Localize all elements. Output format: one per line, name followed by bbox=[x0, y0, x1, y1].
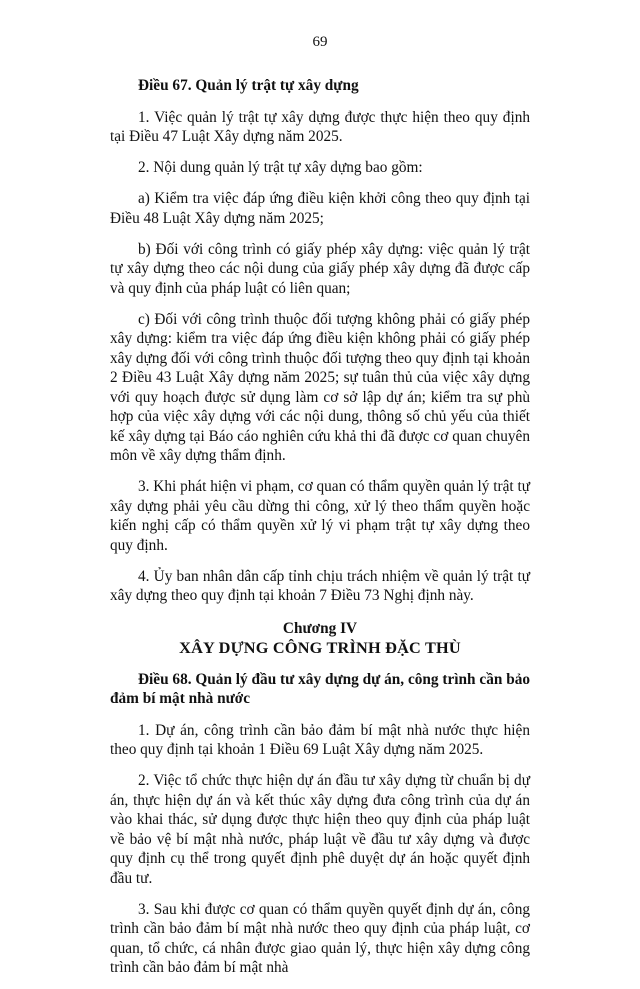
page-number: 69 bbox=[312, 34, 328, 50]
article-67-paragraph: b) Đối với công trình có giấy phép xây dựng: việc quản lý trật tự xây dựng theo các nội dung của giấy phép xây dựng đã được cấp và quy định của pháp luật có liên quan; bbox=[110, 240, 530, 297]
article-68-paragraph: 2. Việc tổ chức thực hiện dự án đầu tư xây dựng từ chuẩn bị dự án, thực hiện dự án và kết thúc xây dựng đưa công trình của dự án vào khai thác, sử dụng được thực hiện theo quy định của pháp luật về bảo vệ bí mật nhà nước, pháp luật về đầu tư xây dựng và được quy định cụ thể trong quyết định phê duyệt dự án hoặc quyết định đầu tư. bbox=[110, 772, 530, 887]
article-67-paragraph: 4. Ủy ban nhân dân cấp tỉnh chịu trách nhiệm về quản lý trật tự xây dựng theo quy định tại khoản 7 Điều 73 Nghị định này. bbox=[110, 567, 530, 604]
article-67-paragraph: c) Đối với công trình thuộc đối tượng không phải có giấy phép xây dựng: kiểm tra việc đáp ứng điều kiện không phải có giấy phép xây dựng đối với công trình thuộc đối tượng theo quy định tại khoản 2 Điều 43 Luật Xây dựng năm 2025; sự tuân thủ của việc xây dựng với quy hoạch được sử dụng làm cơ sở lập dự án; kiểm tra sự phù hợp của việc xây dựng với các nội dung, thông số chủ yếu của thiết kế xây dựng tại Báo cáo nghiên cứu khả thi đã được cơ quan chuyên môn về xây dựng thẩm định. bbox=[110, 310, 530, 464]
document-body bbox=[110, 76, 530, 989]
article-67-paragraph: 2. Nội dung quản lý trật tự xây dựng bao gồm: bbox=[138, 159, 423, 176]
article-68-paragraph: 3. Sau khi được cơ quan có thẩm quyền quyết định dự án, công trình cần bảo đảm bí mật nhà nước theo quy định của pháp luật, cơ quan, tổ chức, cá nhân được giao quản lý, thực hiện xây dựng công trình cần bảo đảm bí mật nhà bbox=[110, 900, 530, 976]
chapter-title: XÂY DỰNG CÔNG TRÌNH ĐẶC THÙ bbox=[179, 638, 461, 657]
article-68-heading: Điều 68. Quản lý đầu tư xây dựng dự án, công trình cần bảo đảm bí mật nhà nước bbox=[110, 670, 530, 707]
chapter-label: Chương IV bbox=[282, 619, 358, 637]
article-67-heading: Điều 67. Quản lý trật tự xây dựng bbox=[138, 77, 359, 94]
article-67-paragraph: 1. Việc quản lý trật tự xây dựng được thực hiện theo quy định tại Điều 47 Luật Xây dựng năm 2025. bbox=[110, 108, 530, 145]
article-67-paragraph: 3. Khi phát hiện vi phạm, cơ quan có thẩm quyền quản lý trật tự xây dựng phải yêu cầu dừng thi công, xử lý theo thẩm quyền hoặc kiến nghị cấp có thẩm quyền xử lý vi phạm trật tự xây dựng theo quy định. bbox=[110, 478, 530, 554]
article-67-paragraph: a) Kiểm tra việc đáp ứng điều kiện khởi công theo quy định tại Điều 48 Luật Xây dựng năm 2025; bbox=[110, 190, 530, 227]
article-68-paragraph: 1. Dự án, công trình cần bảo đảm bí mật nhà nước thực hiện theo quy định tại khoản 1 Điều 69 Luật Xây dựng năm 2025. bbox=[110, 721, 530, 758]
